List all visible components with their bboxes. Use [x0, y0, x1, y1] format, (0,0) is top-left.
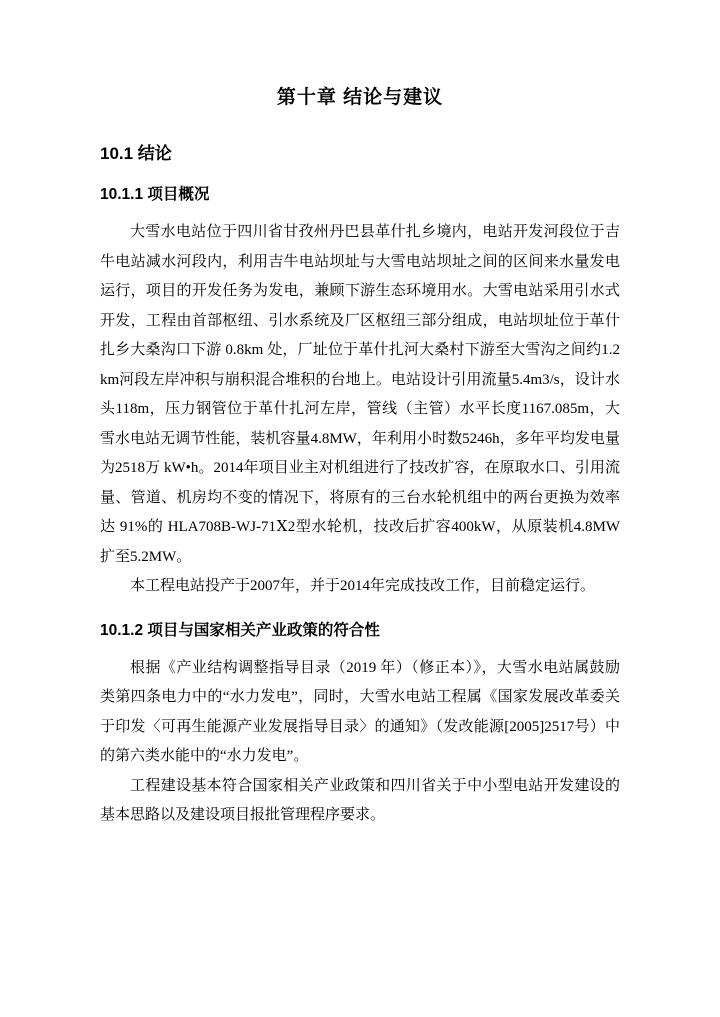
body-paragraph-operation-status: 本工程电站投产于2007年，并于2014年完成技改工作，目前稳定运行。 — [130, 578, 596, 594]
chapter-title: 第十章 结论与建议 — [276, 87, 444, 108]
body-paragraph-project-overview: 大雪水电站位于四川省甘孜州丹巴县革什扎乡境内，电站开发河段位于吉牛电站减水河段内，利用吉牛电站坝址与大雪电站坝址之间的区间来水量发电运行，项目的开发任务为发电，兼顾下游生态环境用水。大雪电站采用引水式开发，工程由首部枢纽、引水系统及厂区枢纽三部分组成，电站坝址位于革什扎乡大桑沟口下游 0.8km 处，厂址位于革什扎河大桑村下游至大雪沟之间约1.2km河段左岸冲积与崩积混合堆积的台地上。电站设计引用流量5.4m3/s，设计水头118m，压力钢管位于革什扎河左岸，管线（主管）水平长度1167.085m，大雪水电站无调节性能，装机容量4.8MW，年利用小时数5246h，多年平均发电量为2518万 kW•h。2014年项目业主对机组进行了技改扩容，在原取水口、引用流量、管道、机房均不变的情况下，将原有的三台水轮机组中的两台更换为效率达 91%的 HLA708B-WJ-71Ⅹ2型水轮机，技改后扩容400kW，从原装机4.8MW扩至5.2MW。 — [100, 224, 620, 565]
section-heading-10-1: 10.1 结论 — [100, 144, 172, 163]
body-paragraph-policy-compliance: 根据《产业结构调整指导目录（2019 年）（修正本）》，大雪水电站属鼓励类第四条电力中的“水力发电”，同时，大雪水电站工程属《国家发展改革委关于印发〈可再生能源产业发展指导目录〉的通知》（发改能源[2005]2517号）中的第六类水能中的“水力发电”。 — [100, 659, 620, 764]
body-paragraph-policy-conclusion: 工程建设基本符合国家相关产业政策和四川省关于中小型电站开发建设的基本思路以及建设项目报批管理程序要求。 — [100, 777, 620, 823]
subsection-heading-10-1-1: 10.1.1 项目概况 — [100, 186, 210, 203]
subsection-heading-10-1-2: 10.1.2 项目与国家相关产业政策的符合性 — [100, 621, 380, 639]
